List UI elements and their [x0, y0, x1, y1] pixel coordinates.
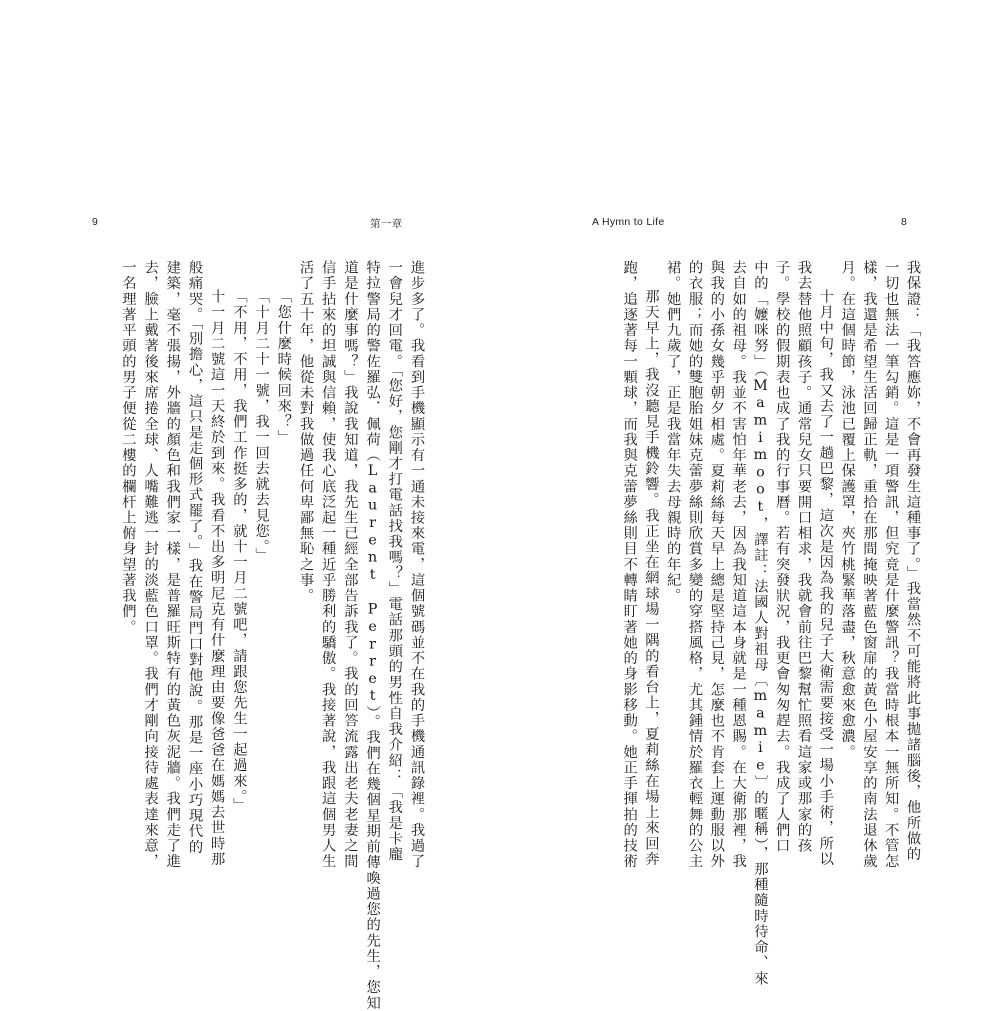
page-number: 9 [92, 216, 99, 228]
text-column: 月。在這個時節，泳池已覆上保護罩，夾竹桃緊華落盡，秋意愈來愈濃。 [839, 260, 856, 760]
right-page [500, 0, 1000, 1000]
text-column: 去自如的祖母。我並不害怕年華老去，因為我知道這本身就是一種恩賜。在大衛那裡，我 [730, 260, 747, 870]
text-column: 我保證：「我答應妳，不會再發生這種事了。」我當然不可能將此事拋諸腦後，他所做的 [905, 260, 921, 863]
running-header-chapter: 第一章 [370, 218, 403, 230]
text-column: 一切也無法一筆勾銷。這是一項警訊，但究竟是什麼警訊？我當時根本一無所知。不管怎 [883, 260, 900, 870]
text-column: 一會兒才回電。「您好，您剛才打電話找我嗎？」電話那頭的男性自我介紹：「我是卡龐 [386, 260, 403, 863]
text-column: 十月中旬，我又去了一趟巴黎，這次是因為我的兒子大衛需要接受一場小手術，所以 [817, 289, 834, 867]
text-column: 道是什麼事嗎？」我說我知道，我先生已經全部告訴我了。我的回答流露出老夫老妻之間 [342, 260, 359, 870]
text-column: 般痛哭。「別擔心，這只是走個形式罷了。」我在警局門口對他說。那是一座小巧現代的 [187, 260, 203, 855]
text-column: 去，臉上戴著後來席捲全球、人嘴難逃一封的淡藍色口罩。我們才剛向接待處表達來意， [142, 260, 159, 870]
text-column: 信手拈來的坦誠與信賴，使我心底泛起一種近乎勝利的驕傲。我接著說，我跟這個男人生 [320, 260, 337, 870]
text-column: 中的「嬤咪努」（Mamimoot，譯註：法國人對祖母〔mamie〕的暱稱），那種隨時待命、來 [752, 260, 769, 987]
text-column: 與我的小孫女幾乎朝夕相處。夏莉絲每天早上總是堅持己見，怎麼也不肯套上運動服以外 [708, 260, 725, 870]
running-header-book-title: A Hymn to Life [592, 216, 665, 228]
text-column: 「不用，不用，我們工作挺多的，就十一月二號吧，請跟您先生一起過來。」 [231, 289, 248, 813]
text-column: 活了五十年，他從未對我做過任何卑鄙無恥之事。 [298, 260, 314, 604]
text-column: 子。學校的假期表也成了我的行事曆。若有突發狀況，我更會匆匆趕去。我成了人們口 [774, 260, 791, 854]
text-column: 那天早上，我沒聽見手機鈴響。我正坐在網球場一隅的看台上，夏莉絲在場上來回奔 [643, 289, 660, 867]
text-column: 我去替他照顧孩子。通常兒女只要開口相求，我就會前往巴黎幫忙照看這家或那家的孩 [796, 260, 812, 854]
text-column: 跑，追逐著每一顆球，而我與克蕾夢絲則目不轉睛盯著她的身影移動。她正手揮拍的技術 [621, 260, 638, 870]
text-column: 樣，我還是希望生活回歸正軌，重拾在那間掩映著藍色窗扉的黃色小屋安享的南法退休歲 [861, 260, 878, 870]
text-column: 一名理著平頭的男子便從二樓的欄杆上俯身望著我們。 [120, 260, 137, 635]
text-column: 「十月二十一號，我一回去就去見您。」 [253, 289, 270, 564]
text-column: 十一月二號這一天終於到來。我看不出多明尼克有什麼理由要像爸爸在媽媽去世時那 [209, 289, 226, 867]
text-column: 的衣服；而她的雙胞胎姐妹克蕾夢絲則欣賞多變的穿搭風格，尤其鍾情於羅衣輕舞的公主 [687, 260, 703, 870]
text-column: 「您什麼時候回來？」 [275, 289, 292, 446]
text-column: 裙。她們九歲了，正是我當年失去母親時的年紀。 [665, 260, 682, 604]
text-column: 進步多了。我看到手機顯示有一通未接來電，這個號碼並不在我的手機通訊錄裡。我過了 [409, 260, 425, 870]
page-number: 8 [901, 216, 908, 228]
text-column: 特拉警局的警佐羅弘．佩荷（Laurent Perret）。我們在幾個星期前傳喚過您的先生，您知 [364, 260, 381, 1011]
text-column: 建築，毫不張揚，外牆的顏色和我們家一樣，是普羅旺斯特有的黃色灰泥牆。我們走了進 [164, 260, 181, 870]
